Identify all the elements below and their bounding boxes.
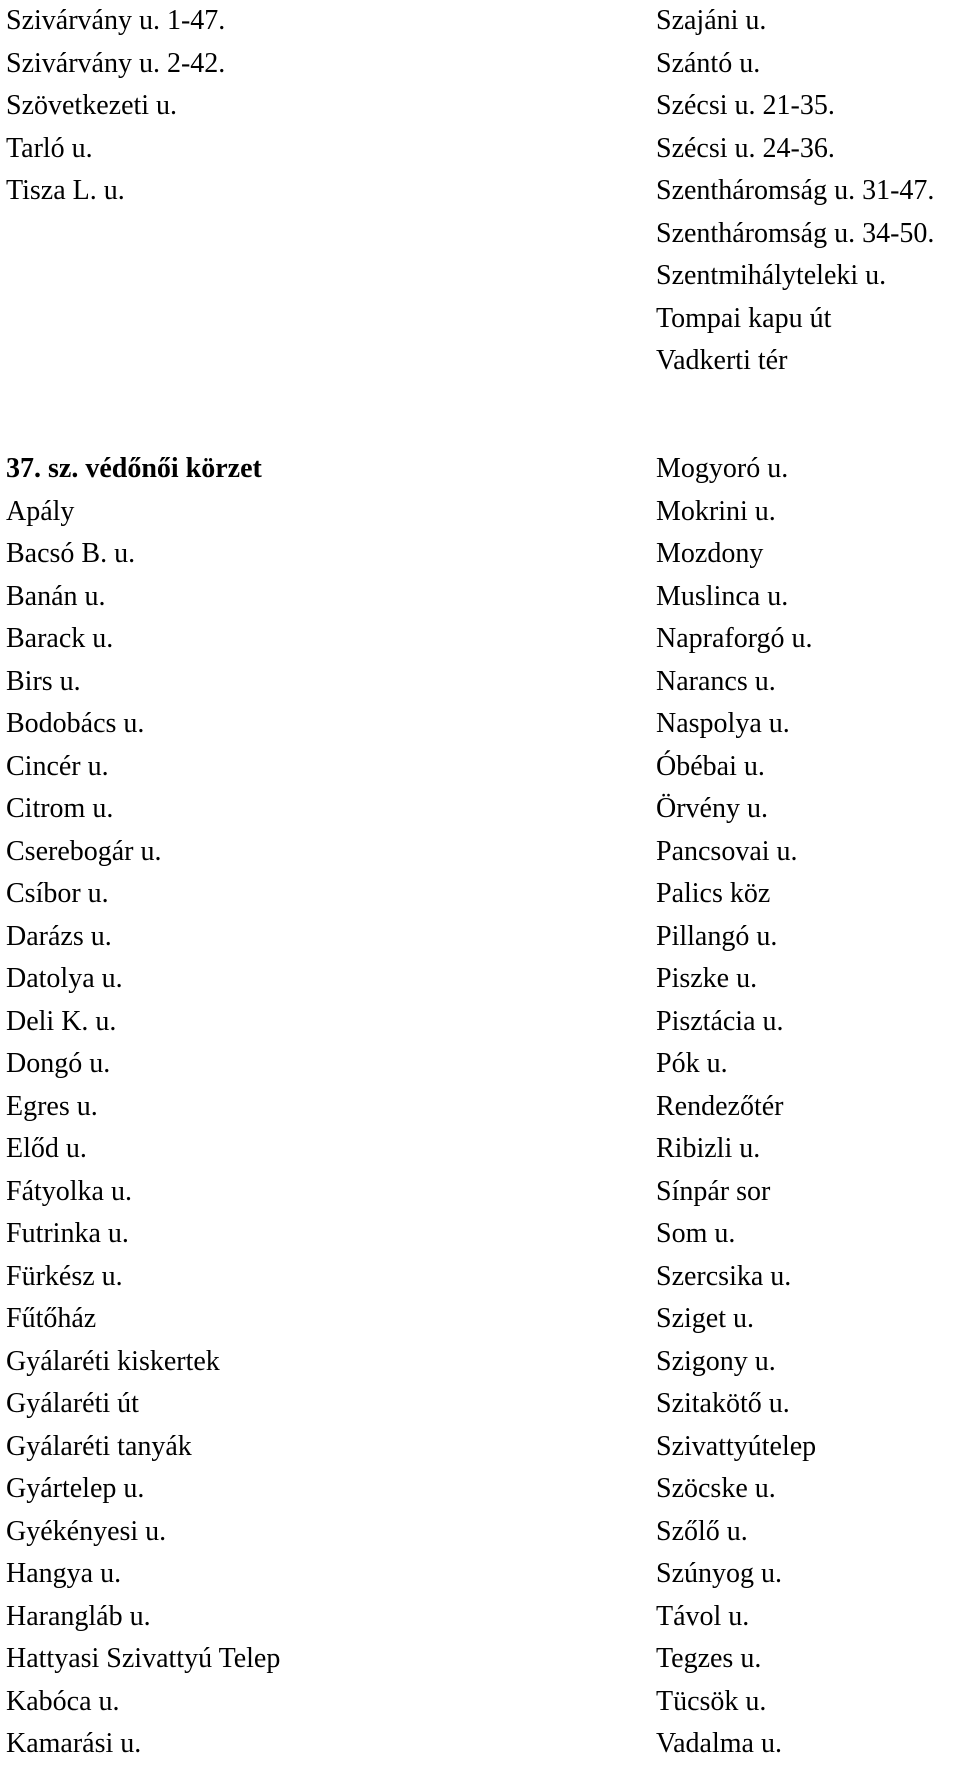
street-name-right: Szercsika u. xyxy=(656,1260,792,1292)
street-name-left: Dongó u. xyxy=(6,1048,111,1079)
street-name-left: Bacsó B. u. xyxy=(6,538,136,569)
street-name-right: Szajáni u. xyxy=(656,5,767,36)
list-row xyxy=(0,703,960,746)
street-name-right: Vadkerti tér xyxy=(656,345,788,376)
list-row xyxy=(0,831,960,874)
street-name-right: Rendezőtér xyxy=(656,1090,784,1122)
street-name-right: Sziget u. xyxy=(656,1303,754,1334)
list-row xyxy=(0,1511,960,1554)
street-list-section-1 xyxy=(0,0,960,383)
street-name-left: Cincér u. xyxy=(6,750,109,782)
street-name-left: Bodobács u. xyxy=(6,708,145,739)
street-name-left: Kamarási u. xyxy=(6,1728,142,1759)
street-name-right: Mogyoró u. xyxy=(656,453,789,484)
street-name-left: Gyálaréti kiskertek xyxy=(6,1345,220,1377)
street-name-left: Harangláb u. xyxy=(6,1600,151,1632)
street-name-left: Tisza L. u. xyxy=(6,175,125,206)
list-row xyxy=(0,340,960,383)
street-name-right: Muslinca u. xyxy=(656,580,789,612)
list-row xyxy=(0,958,960,1001)
list-row xyxy=(0,1681,960,1724)
street-name-right: Narancs u. xyxy=(656,665,776,697)
list-row xyxy=(0,0,960,43)
street-name-right: Szentmihályteleki u. xyxy=(656,260,887,291)
street-name-right: Tücsök u. xyxy=(656,1685,767,1717)
street-name-right: Szentháromság u. 34-50. xyxy=(656,217,935,249)
street-name-left: Gyártelep u. xyxy=(6,1473,145,1504)
street-name-right: Pisztácia u. xyxy=(656,1005,784,1037)
list-row xyxy=(0,448,960,491)
street-name-left: Cserebogár u. xyxy=(6,835,162,867)
street-name-right: Szigony u. xyxy=(656,1345,776,1377)
street-name-right: Palics köz xyxy=(656,878,771,909)
street-name-right: Szitakötő u. xyxy=(656,1388,790,1419)
list-row xyxy=(0,1043,960,1086)
street-name-right: Szőlő u. xyxy=(656,1515,748,1547)
street-name-right: Szúnyog u. xyxy=(656,1558,782,1589)
list-row xyxy=(0,1256,960,1299)
street-name-right: Szántó u. xyxy=(656,47,761,79)
street-name-left: Hattyasi Szivattyú Telep xyxy=(6,1643,281,1674)
street-name-right: Távol u. xyxy=(656,1600,750,1632)
street-name-right: Szentháromság u. 31-47. xyxy=(656,175,935,206)
street-name-left: Gyálaréti tanyák xyxy=(6,1430,192,1462)
street-name-right: Szivattyútelep xyxy=(656,1430,817,1462)
list-row xyxy=(0,491,960,534)
street-name-left: Szövetkezeti u. xyxy=(6,90,178,121)
street-name-left: Hangya u. xyxy=(6,1558,122,1589)
list-row xyxy=(0,533,960,576)
list-row xyxy=(0,1383,960,1426)
list-row xyxy=(0,255,960,298)
street-name-left: Fátyolka u. xyxy=(6,1175,132,1207)
street-name-right: Örvény u. xyxy=(656,793,768,824)
list-row xyxy=(0,1341,960,1384)
street-name-left: Deli K. u. xyxy=(6,1005,117,1037)
list-row xyxy=(0,1723,960,1766)
list-row xyxy=(0,1468,960,1511)
street-name-left: Fürkész u. xyxy=(6,1260,123,1292)
list-row xyxy=(0,1638,960,1681)
street-name-right: Óbébai u. xyxy=(656,750,765,782)
list-row xyxy=(0,1426,960,1469)
street-name-right: Tegzes u. xyxy=(656,1643,762,1674)
list-row xyxy=(0,1001,960,1044)
street-name-left: Egres u. xyxy=(6,1090,98,1122)
list-row xyxy=(0,1171,960,1214)
street-name-left: Fűtőház xyxy=(6,1303,97,1334)
street-name-left: Apály xyxy=(6,495,75,527)
street-name-right: Pancsovai u. xyxy=(656,835,798,867)
district-heading: 37. sz. védőnői körzet xyxy=(6,453,262,484)
street-name-left: Datolya u. xyxy=(6,963,123,994)
street-name-right: Mokrini u. xyxy=(656,495,776,527)
street-name-right: Naspolya u. xyxy=(656,708,790,739)
street-name-left: Banán u. xyxy=(6,580,106,612)
list-row xyxy=(0,873,960,916)
street-name-right: Szécsi u. 24-36. xyxy=(656,132,835,164)
list-row xyxy=(0,1213,960,1256)
list-row xyxy=(0,788,960,831)
street-name-left: Gyálaréti út xyxy=(6,1388,139,1419)
list-row xyxy=(0,1596,960,1639)
street-name-left: Barack u. xyxy=(6,623,114,654)
street-list-section-2 xyxy=(0,448,960,1766)
street-name-left: Szivárvány u. 2-42. xyxy=(6,47,226,79)
street-name-left: Birs u. xyxy=(6,665,81,697)
street-name-left: Gyékényesi u. xyxy=(6,1515,167,1547)
list-row xyxy=(0,1553,960,1596)
list-row xyxy=(0,43,960,86)
street-name-right: Mozdony xyxy=(656,538,764,569)
list-row xyxy=(0,746,960,789)
street-name-right: Som u. xyxy=(656,1218,736,1249)
street-name-right: Vadalma u. xyxy=(656,1728,782,1759)
list-row xyxy=(0,298,960,341)
street-name-right: Piszke u. xyxy=(656,963,758,994)
street-name-right: Tompai kapu út xyxy=(656,302,832,334)
street-name-left: Csíbor u. xyxy=(6,878,109,909)
street-name-left: Kabóca u. xyxy=(6,1685,120,1717)
street-name-left: Előd u. xyxy=(6,1133,87,1164)
street-name-right: Napraforgó u. xyxy=(656,623,813,654)
street-name-right: Szécsi u. 21-35. xyxy=(656,90,835,121)
street-name-right: Pók u. xyxy=(656,1048,728,1079)
list-row xyxy=(0,1298,960,1341)
list-row xyxy=(0,576,960,619)
street-name-right: Szöcske u. xyxy=(656,1473,776,1504)
street-name-left: Citrom u. xyxy=(6,793,114,824)
street-name-right: Pillangó u. xyxy=(656,920,778,952)
list-row xyxy=(0,213,960,256)
street-name-right: Sínpár sor xyxy=(656,1175,771,1207)
list-row xyxy=(0,916,960,959)
list-row xyxy=(0,1086,960,1129)
street-name-left: Darázs u. xyxy=(6,920,112,952)
list-row xyxy=(0,128,960,171)
street-name-right: Ribizli u. xyxy=(656,1133,761,1164)
list-row xyxy=(0,661,960,704)
list-row xyxy=(0,170,960,213)
list-row xyxy=(0,1128,960,1171)
street-name-left: Szivárvány u. 1-47. xyxy=(6,5,226,36)
list-row xyxy=(0,618,960,661)
street-name-left: Futrinka u. xyxy=(6,1218,129,1249)
street-name-left: Tarló u. xyxy=(6,132,93,164)
list-row xyxy=(0,85,960,128)
